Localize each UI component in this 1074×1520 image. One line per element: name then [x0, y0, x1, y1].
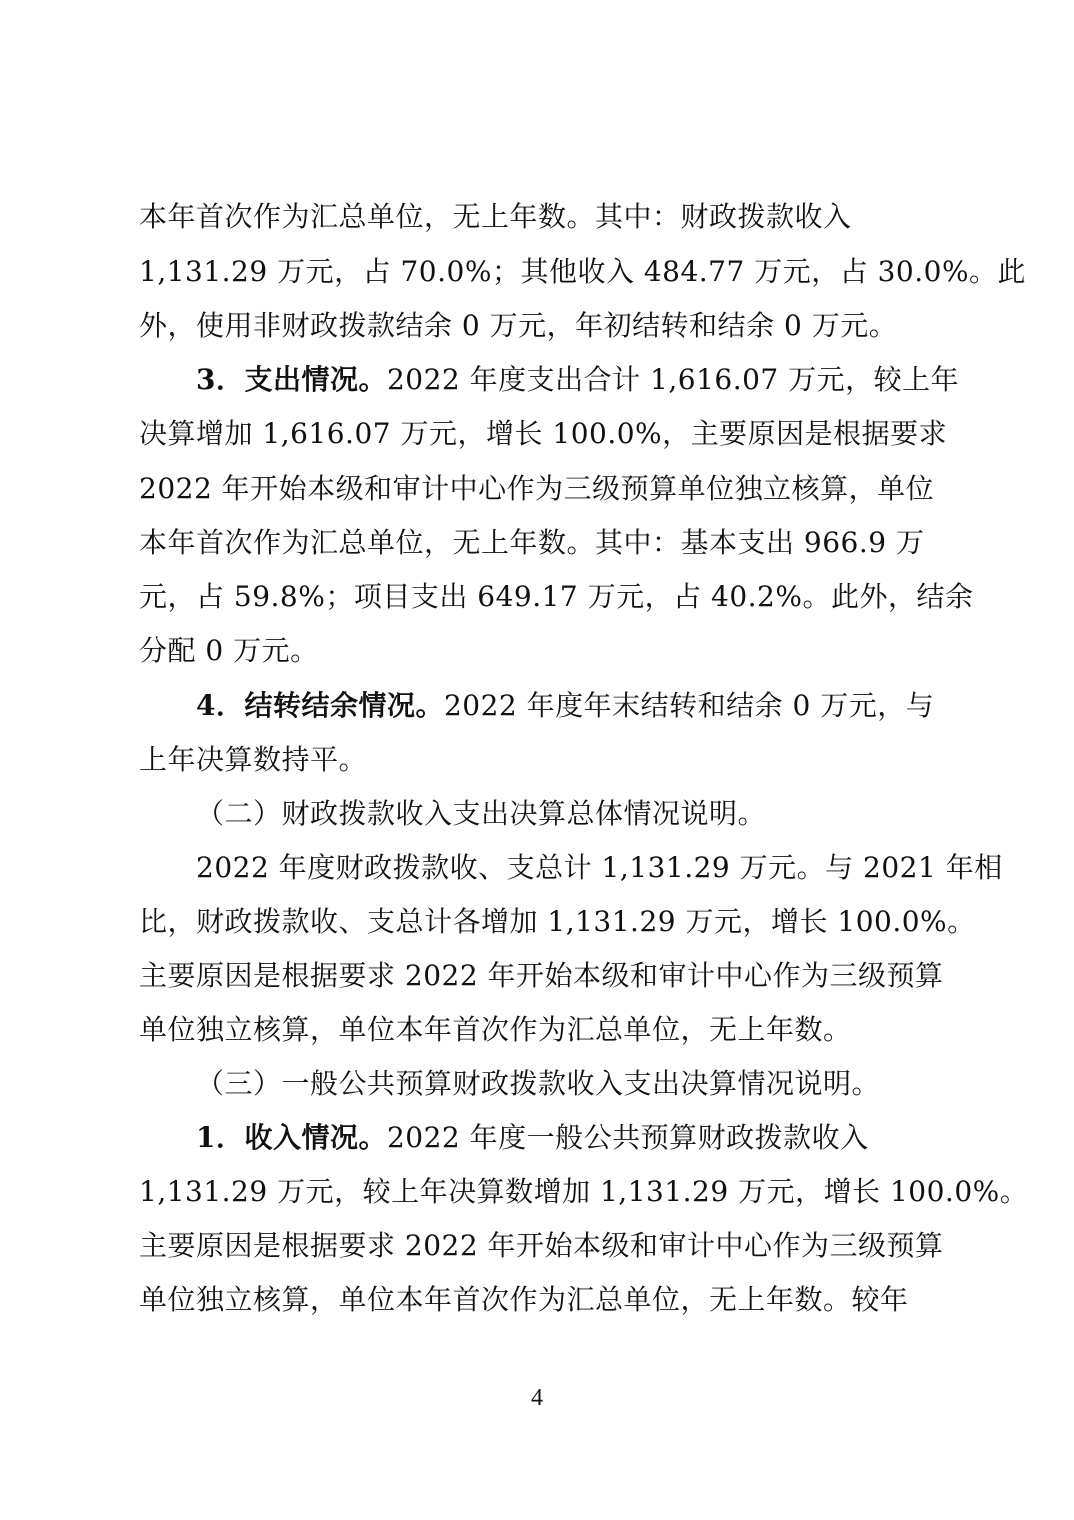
line-text: 2022 年度支出合计 1,616.07 万元，较上年 [386, 363, 960, 396]
paragraph-line [139, 516, 959, 570]
line-text: （二）财政拨款收入支出决算总体情况说明。 [196, 797, 767, 830]
line-text: 分配 0 万元。 [139, 634, 319, 667]
section-heading-line [196, 353, 1016, 407]
paragraph-line [139, 1219, 959, 1273]
paragraph-line [139, 895, 976, 949]
line-text: 1,131.29 万元，占 70.0%；其他收入 484.77 万元，占 30.0%。此 [139, 255, 1027, 288]
section-heading-line [196, 679, 1016, 733]
paragraph-line [139, 1273, 959, 1327]
line-text: 单位独立核算，单位本年首次作为汇总单位，无上年数。较年 [139, 1283, 909, 1316]
paragraph-line [139, 570, 974, 624]
paragraph-line [139, 733, 959, 787]
line-text: 决算增加 1,616.07 万元，增长 100.0%，主要原因是根据要求 [139, 417, 948, 450]
paragraph-line [139, 949, 959, 1003]
section-heading: 1．收入情况。 [196, 1121, 387, 1154]
paragraph-line [139, 299, 959, 353]
line-text: 本年首次作为汇总单位，无上年数。其中：财政拨款收入 [139, 200, 852, 233]
line-text: 本年首次作为汇总单位，无上年数。其中：基本支出 966.9 万 [139, 526, 925, 559]
paragraph-line [196, 841, 1016, 895]
paragraph-line [139, 407, 959, 461]
subsection-title [196, 1057, 1016, 1111]
line-text: 2022 年度年末结转和结余 0 万元，与 [443, 689, 935, 722]
section-heading-line [196, 1111, 1016, 1165]
line-text: 外，使用非财政拨款结余 0 万元，年初结转和结余 0 万元。 [139, 309, 898, 342]
line-text: 2022 年开始本级和审计中心作为三级预算单位独立核算，单位 [139, 472, 935, 505]
line-text: 上年决算数持平。 [139, 743, 368, 776]
line-text: 1,131.29 万元，较上年决算数增加 1,131.29 万元，增长 100.0%。 [139, 1175, 1029, 1208]
section-heading: 4．结转结余情况。 [196, 689, 444, 722]
paragraph-line [139, 462, 959, 516]
line-text: 2022 年度一般公共预算财政拨款收入 [386, 1121, 869, 1154]
line-text: 单位独立核算，单位本年首次作为汇总单位，无上年数。 [139, 1013, 852, 1046]
line-text: （三）一般公共预算财政拨款收入支出决算情况说明。 [196, 1067, 881, 1100]
page-number: 4 [531, 1385, 543, 1411]
line-text: 主要原因是根据要求 2022 年开始本级和审计中心作为三级预算 [139, 1229, 944, 1262]
line-text: 主要原因是根据要求 2022 年开始本级和审计中心作为三级预算 [139, 959, 944, 992]
line-text: 2022 年度财政拨款收、支总计 1,131.29 万元。与 2021 年相 [196, 851, 1003, 884]
section-heading: 3．支出情况。 [196, 363, 387, 396]
paragraph-line [139, 190, 959, 244]
line-text: 元，占 59.8%；项目支出 649.17 万元，占 40.2%。此外，结余 [139, 580, 974, 613]
paragraph-line [139, 624, 959, 678]
paragraph-line [139, 245, 1027, 299]
subsection-title [196, 787, 1016, 841]
paragraph-line [139, 1003, 959, 1057]
paragraph-line [139, 1165, 1029, 1219]
line-text: 比，财政拨款收、支总计各增加 1,131.29 万元，增长 100.0%。 [139, 905, 976, 938]
